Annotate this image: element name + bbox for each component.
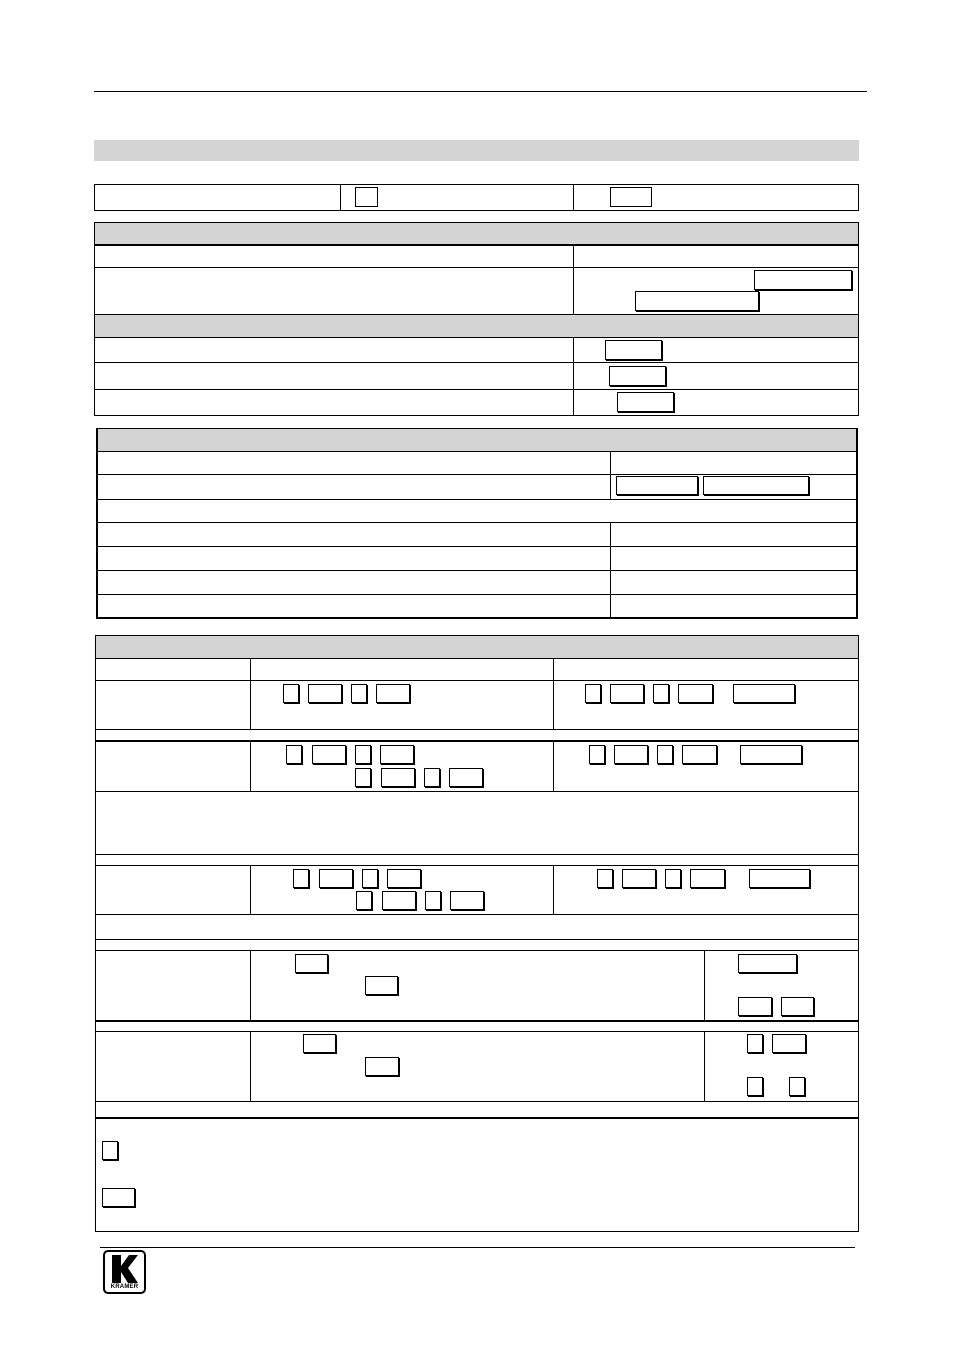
input-box[interactable] xyxy=(380,745,414,764)
section-title-band xyxy=(94,140,859,161)
input-box[interactable] xyxy=(381,768,415,787)
input-box[interactable] xyxy=(733,684,795,703)
table-cell xyxy=(94,245,574,268)
input-box[interactable] xyxy=(450,891,484,910)
input-box[interactable] xyxy=(682,745,717,764)
table-span-row xyxy=(95,1101,859,1119)
input-box[interactable] xyxy=(738,997,772,1016)
table-cell xyxy=(96,546,611,571)
input-box[interactable] xyxy=(605,340,662,360)
input-box[interactable] xyxy=(303,1034,336,1053)
table-cell xyxy=(610,451,858,475)
table-cell xyxy=(250,658,554,681)
table-cell xyxy=(553,658,859,681)
table-cell xyxy=(95,1031,251,1102)
input-box[interactable] xyxy=(376,684,410,703)
input-box[interactable] xyxy=(610,684,644,703)
table-cell xyxy=(610,522,858,547)
table-span-row xyxy=(96,499,858,523)
table-cell xyxy=(95,865,251,915)
table-cell xyxy=(96,570,611,595)
input-box[interactable] xyxy=(614,745,648,764)
input-box[interactable] xyxy=(356,891,372,910)
input-box[interactable] xyxy=(319,869,353,888)
input-box[interactable] xyxy=(754,270,852,290)
table-cell xyxy=(95,950,251,1021)
input-box[interactable] xyxy=(617,392,674,412)
input-box[interactable] xyxy=(286,745,302,764)
table-cell xyxy=(96,522,611,547)
table-cell xyxy=(610,570,858,595)
input-box[interactable] xyxy=(355,745,371,764)
table-cell xyxy=(95,741,251,792)
kramer-logo xyxy=(103,1250,146,1294)
table-note-row xyxy=(95,791,859,855)
input-box[interactable] xyxy=(635,291,759,311)
input-box[interactable] xyxy=(589,745,605,764)
table-heading-row xyxy=(96,428,858,452)
input-box[interactable] xyxy=(740,745,802,764)
table-cell xyxy=(610,546,858,571)
input-box[interactable] xyxy=(425,891,441,910)
input-box[interactable] xyxy=(657,745,673,764)
input-box[interactable] xyxy=(738,954,797,973)
input-box[interactable] xyxy=(690,869,725,888)
table-heading-row xyxy=(94,222,859,246)
table-cell xyxy=(96,451,611,475)
input-box[interactable] xyxy=(616,476,698,495)
input-box[interactable] xyxy=(362,869,378,888)
input-box[interactable] xyxy=(387,869,421,888)
input-box[interactable] xyxy=(781,997,814,1016)
legend-box-small xyxy=(102,1141,118,1160)
input-box[interactable] xyxy=(308,684,342,703)
header-rule xyxy=(94,91,867,92)
input-box[interactable] xyxy=(355,187,378,207)
table-heading-row xyxy=(95,635,859,659)
input-box[interactable] xyxy=(622,869,656,888)
input-box[interactable] xyxy=(772,1034,806,1053)
input-box[interactable] xyxy=(449,768,483,787)
table-cell xyxy=(94,389,574,416)
input-box[interactable] xyxy=(355,768,371,787)
table-cell xyxy=(95,658,251,681)
input-box[interactable] xyxy=(747,1034,763,1053)
input-box[interactable] xyxy=(424,768,440,787)
legend-box-wide xyxy=(102,1188,135,1207)
input-box[interactable] xyxy=(749,869,810,888)
input-box[interactable] xyxy=(597,869,613,888)
input-box[interactable] xyxy=(789,1077,805,1096)
kramer-k-icon xyxy=(110,1255,140,1283)
input-box[interactable] xyxy=(351,684,367,703)
input-box[interactable] xyxy=(585,684,601,703)
table-cell xyxy=(573,389,859,416)
input-box[interactable] xyxy=(609,366,666,386)
logo-wordmark: KRAMER xyxy=(110,1284,139,1290)
footer-rule xyxy=(100,1247,855,1248)
table-cell xyxy=(610,594,858,619)
input-box[interactable] xyxy=(665,869,681,888)
table-cell xyxy=(573,245,859,268)
input-box[interactable] xyxy=(610,187,652,207)
input-box[interactable] xyxy=(678,684,713,703)
table-cell xyxy=(94,337,574,363)
input-box[interactable] xyxy=(312,745,346,764)
table-cell xyxy=(94,362,574,390)
input-box[interactable] xyxy=(703,476,809,495)
input-box[interactable] xyxy=(293,869,309,888)
input-box[interactable] xyxy=(365,1057,399,1076)
input-box[interactable] xyxy=(283,684,299,703)
input-box[interactable] xyxy=(747,1077,763,1096)
table-cell xyxy=(96,474,611,500)
table-cell xyxy=(95,680,251,730)
input-box[interactable] xyxy=(653,684,669,703)
input-box[interactable] xyxy=(295,954,328,973)
table-cell xyxy=(96,594,611,619)
table-cell xyxy=(94,267,574,315)
table-subheading-row xyxy=(94,314,859,338)
table-span-row xyxy=(95,914,859,940)
input-box[interactable] xyxy=(365,976,398,995)
table-cell xyxy=(94,184,341,211)
input-box[interactable] xyxy=(382,891,416,910)
